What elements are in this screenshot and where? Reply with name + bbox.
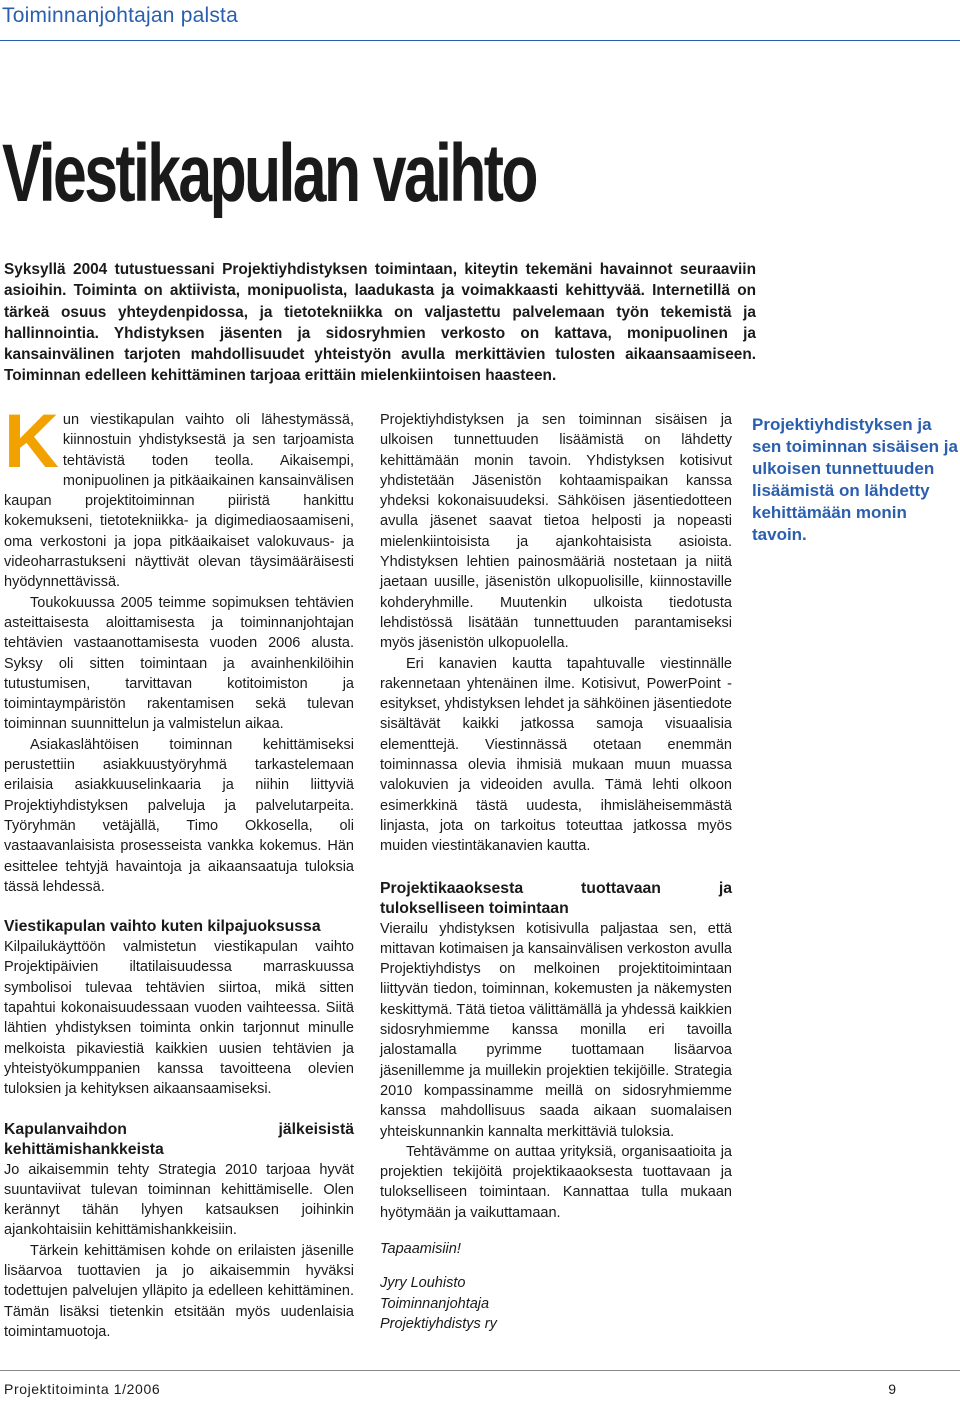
subheading: Viestikapulan vaihto kuten kilpajuoksussa — [4, 918, 321, 936]
paragraph-text: un viestikapulan vaihto oli lähestymässä, kiinnostuin yhdistyksestä ja sen tarjoamista tehtävistä toden teolla. Aikaisempi, monipuolinen ja pitkäaikainen kansainvälisen kaupan projektitoiminnan piiristä hankittu kokemukseni, tietotekniikka- ja digimediaosaamiseni, oma verkostoni ja jopa pitkäaikaiset valokuvaus- ja videoharrastukseni näyttivät olevan täysimääräisesti hyödynnettävissä. — [4, 412, 354, 591]
section-title: Toiminnanjohtajan palsta — [2, 4, 238, 27]
page-number: 9 — [888, 1381, 896, 1397]
greeting: Tapaamisiin! — [380, 1240, 461, 1257]
drop-cap: K — [4, 399, 59, 484]
article-headline: Viestikapulan vaihto — [2, 128, 536, 219]
subheading: Projektikaaoksesta tuottavaan ja tulokselliseen toimintaan — [380, 879, 732, 917]
author-title: Toiminnanjohtaja — [380, 1295, 490, 1312]
author-organization: Projektiyhdistys ry — [380, 1315, 497, 1332]
paragraph: Kilpailukäyttöön valmistetun viestikapulan vaihto Projektipäivien iltatilaisuudessa marraskuussa symbolisoi tulevaa tehtävien siirtoa, mikä sitten tapahtui kokonaisuudessaan vuoden vaihteessa. Siitä lähtien yhdistyksen toiminta onkin tarjonnut minulle melkoista pikaviestiä kaikkien uusien tehtävien ja yhteistyökumppanien kanssa tavoitteena olevien tuloksien ja kehityksen aikaansaamiseksi. — [4, 939, 354, 1098]
header-divider — [0, 40, 960, 41]
paragraph: Eri kanavien kautta tapahtuvalle viestinnälle rakennetaan yhtenäinen ilme. Kotisivut, PowerPoint -esitykset, yhdistyksen lehdet ja sähköinen jäsentiedote sisältävät kaikki jatkossa samoja visuaalisia elementtejä. Viestinnässä otetaan enemmän toiminnassa olevia ihmisiä mukaan muun muassa valokuvien ja videoiden avulla. Tämä lehti olkoon esimerkkinä tästä uudesta, ihmisläheisemmästä linjasta, jota on tarkoitus toteuttaa jatkossa myös muiden viestintäkanavien kautta. — [380, 655, 732, 855]
signature-block — [380, 1239, 732, 1334]
footer-divider — [0, 1370, 960, 1371]
publication-name: Projektitoiminta 1/2006 — [4, 1381, 161, 1397]
paragraph: Asiakaslähtöisen toiminnan kehittämiseksi perustettiin asiakkuustyöryhmä tarkastelemaan erilaisia asiakkuuselinkaaria ja niihin liittyviä Projektiyhdistyksen palveluja ja palvelutarpeita. Työryhmän vetäjällä, Timo Okkosella, oli vastaavanlaisista prosesseista vankka kokemus. Hän esittelee tehtyjä havaintoja ja aikaansaatuja tuloksia tässä lehdessä. — [4, 736, 354, 895]
subheading: Kapulanvaihdon jälkeisistä kehittämishankkeista — [4, 1120, 354, 1158]
paragraph: Toukokuussa 2005 teimme sopimuksen tehtävien asteittaisesta aloittamisesta ja toiminnanjohtajan tehtävien vastaanottamisesta vuoden 2006 alusta. Syksy oli sitten toimintaan ja avainhenkilöihin tutustumisen, tarvittavan kotitoimiston ja toimintaympäristön rakentamisen sekä tulevan toiminnan suunnittelun ja valmistelun aikaa. — [4, 594, 354, 733]
author-name: Jyry Louhisto — [380, 1275, 466, 1292]
paragraph: Vierailu yhdistyksen kotisivulla paljastaa sen, että mittavan kotimaisen ja kansainvälisen verkoston avulla Projektiyhdistys on melkoinen projektitoimintaan liittyvän tiedon, toiminnan, kokemusten ja näkemysten keskittymä. Tätä tietoa välittämällä ja yhdessä kaikkien sidosryhmiemme kanssa monilla eri tavoilla jalostamalla pyrimme tuottamaan lisäarvoa jäsenillemme ja muillekin projektien tekijöille. Strategia 2010 kompassinamme meillä on sidosryhmiemme kanssa mahdollisuus saada aikaan suomalaisen yhteiskunnankin kannalta merkittäviä tuloksia. — [380, 920, 732, 1140]
pull-quote: Projektiyhdistyksen ja sen toiminnan sisäisen ja ulkoisen tunnettuuden lisäämistä on lähdetty kehittämään monin tavoin. — [752, 415, 958, 544]
paragraph: Tärkein kehittämisen kohde on erilaisten jäsenille lisäarvoa tuottavien ja jo aikaisemmin hyväksi todettujen palvelujen ylläpito ja edelleen kehittäminen. Tämän lisäksi tietenkin etsitään myös uudenlaisia toimintamuotoja. — [4, 1242, 354, 1340]
paragraph: Jo aikaisemmin tehty Strategia 2010 tarjoaa hyvät suuntaviivat tulevan toiminnan kehittämiselle. Olen kerännyt tähän lyhyen katsauksen joihinkin ajankohtaisiin kehittämishankkeisiin. — [4, 1161, 354, 1239]
paragraph — [4, 399, 354, 593]
paragraph: Projektiyhdistyksen ja sen toiminnan sisäisen ja ulkoisen tunnettuuden lisäämistä on lähdetty kehittämään monin tavoin. Yhdistyksen kotisivut yhdistetään Jäsenistön kohtaamispaikan kanssa yhdeksi kokonaisuudeksi. Sähköisen jäsentiedotteen avulla jäsenet saavat tietoa helposti ja nopeasti mielenkiintoisista ja ajankohtaisista asioista. Yhdistyksen lehtien painosmääriä nostetaan ja niitä jaetaan uusille, jäsenistön ulkopuolisille, kiinnostaville kohderyhmille. Muutenkin ulkoista tiedotusta lehdistössä lisätään tunnettuuden parantamiseksi myös jäsenistön ulkopuolella. — [380, 412, 732, 652]
article-lead: Syksyllä 2004 tutustuessani Projektiyhdistyksen toimintaan, kiteytin tekemäni havainnot seuraaviin asioihin. Toiminta on aktiivista, monipuolista, laadukasta ja voimakkaasti kehittyvää. Internetillä on tärkeä osuus yhteydenpidossa, ja tietotekniikka on valjastettu palvelemaan työn tekemistä ja hallinnointia. Yhdistyksen jäsenten ja sidosryhmien verkosto on kattava, monipuolinen ja kansainvälinen tarjoten mahdollisuudet yhteistyön avulla merkittävien tulosten aikaansaamiseen. Toiminnan edelleen kehittäminen tarjoaa erittäin mielenkiintoisen haasteen. — [4, 261, 756, 385]
column-1 — [4, 399, 354, 1342]
column-2 — [380, 410, 732, 1334]
paragraph: Tehtävämme on auttaa yrityksiä, organisaatioita ja projektien tekijöitä projektikaaoksesta tuottavaan ja tulokselliseen toimintaan. Kannattaa tulla mukaan hyötymään ja vaikuttamaan. — [380, 1143, 732, 1221]
